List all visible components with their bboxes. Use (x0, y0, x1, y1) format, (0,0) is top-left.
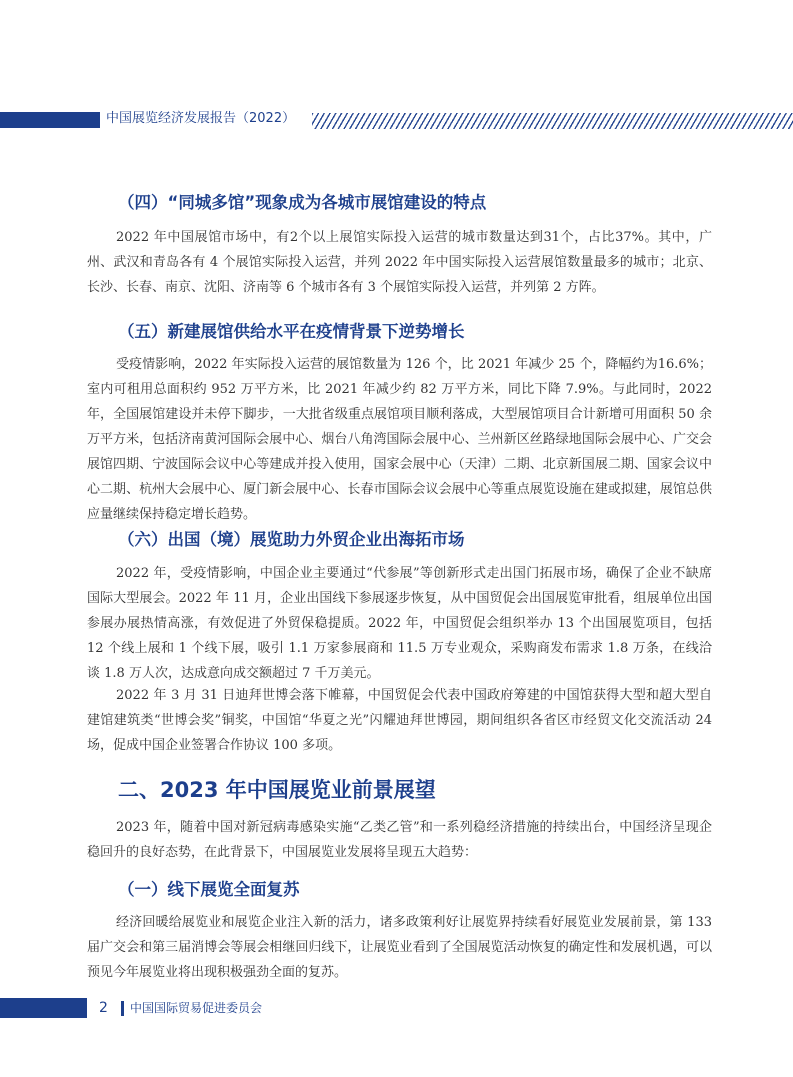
report-title: 中国展览经济发展报告（2022） (106, 111, 296, 126)
header-hatch-decoration (312, 113, 793, 129)
section-heading-1: （一）线下展览全面复苏 (118, 880, 300, 899)
paragraph-6: 经济回暖给展览业和展览企业注入新的活力，诸多政策利好让展览界持续看好展览业发展前景，第 133 届广交会和第三届消博会等展会相继回归线下，让展览业看到了全国展览活动恢复的确定性和发展机遇，可以预见今年展览业将出现积极强劲全面的复苏。 (87, 915, 712, 980)
footer-separator (121, 1001, 124, 1016)
section-heading-5: （五）新建展馆供给水平在疫情背景下逆势增长 (118, 322, 465, 341)
paragraph-1: 2022 年中国展馆市场中，有2个以上展馆实际投入运营的城市数量达到31个，占比37%。其中，广州、武汉和青岛各有 4 个展馆实际投入运营，并列 2022 年中国实际投入运营展馆数量最多的城市；北京、长沙、长春、南京、沈阳、济南等 6 个城市各有 3 个展馆实际投入运营，并列第 2 方阵。 (87, 230, 712, 295)
footer-organization: 中国国际贸易促进委员会 (130, 1001, 263, 1015)
paragraph-4: 2022 年 3 月 31 日迪拜世博会落下帷幕，中国贸促会代表中国政府筹建的中国馆获得大型和超大型自建馆建筑类“世博会奖”铜奖，中国馆“华夏之光”闪耀迪拜世博园，期间组织各省区市经贸文化交流活动 24 场，促成中国企业签署合作协议 100 多项。 (87, 688, 712, 753)
section-heading-6: （六）出国（境）展览助力外贸企业出海拓市场 (118, 530, 465, 549)
footer-accent-bar (0, 998, 87, 1018)
header-accent-bar (0, 112, 100, 128)
paragraph-3: 2022 年，受疫情影响，中国企业主要通过“代参展”等创新形式走出国门拓展市场，确保了企业不缺席国际大型展会。2022 年 11 月，企业出国线下参展逐步恢复，从中国贸促会出国展览审批看，组展单位出国参展办展热情高涨，有效促进了外贸保稳提质。2022 年，中国贸促会组织举办 13 个出国展览项目，包括 12 个线上展和 1 个线下展，吸引 1.1 万家参展商和 11.5 万专业观众，采购商发布需求 1.8 万条，在线洽谈 1.8 万人次，达成意向成交额超过 7 千万美元。 (87, 566, 712, 681)
page-number: 2 (99, 1000, 108, 1016)
paragraph-2: 受疫情影响，2022 年实际投入运营的展馆数量为 126 个，比 2021 年减少 25 个，降幅约为16.6%；室内可租用总面积约 952 万平方米，比 2021 年减少约 82 万平方米，同比下降 7.9%。与此同时，2022 年，全国展馆建设并未停下脚步，一大批省级重点展馆项目顺利落成，大型展馆项目合计新增可用面积 50 余万平方米，包括济南黄河国际会展中心、烟台八角湾国际会展中心、兰州新区丝路绿地国际会展中心、广交会展馆四期、宁波国际会议中心等建成并投入使用，国家会展中心（天津）二期、北京新国展二期、国家会议中心二期、杭州大会展中心、厦门新会展中心、长春市国际会议会展中心等重点展览设施在建或拟建，展馆总供应量继续保持稳定增长趋势。 (87, 357, 712, 522)
section-heading-4: （四）“同城多馆”现象成为各城市展馆建设的特点 (118, 193, 487, 212)
chapter-heading: 二、2023 年中国展览业前景展望 (118, 778, 436, 802)
paragraph-5: 2023 年，随着中国对新冠病毒感染实施“乙类乙管”和一系列稳经济措施的持续出台，中国经济呈现企稳回升的良好态势，在此背景下，中国展览业发展将呈现五大趋势： (87, 820, 712, 860)
